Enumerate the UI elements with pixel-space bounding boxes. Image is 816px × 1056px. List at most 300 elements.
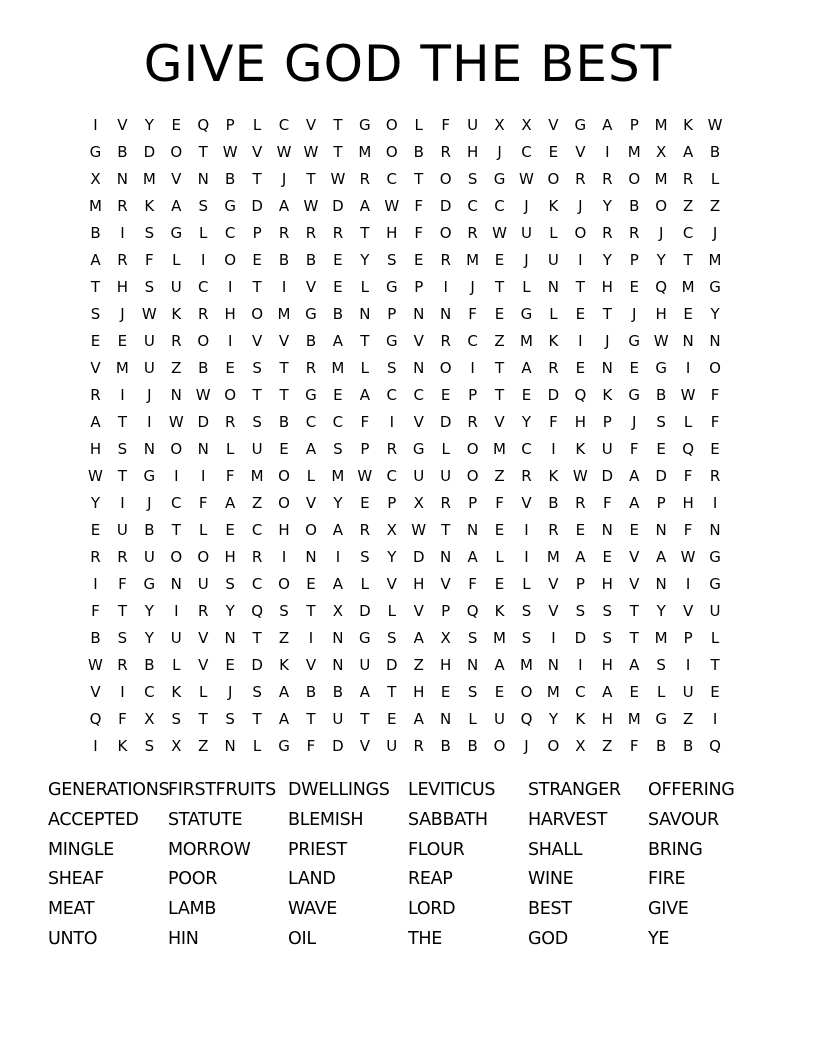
grid-letter: R <box>440 251 451 269</box>
grid-letter: V <box>305 278 317 296</box>
grid-letter: T <box>683 251 693 269</box>
grid-letter: T <box>279 359 289 377</box>
grid-letter: I <box>120 494 125 512</box>
grid-letter: L <box>495 548 504 566</box>
grid-letter: C <box>682 224 694 242</box>
grid-letter: K <box>575 440 586 458</box>
grid-letter: T <box>602 305 612 323</box>
grid-letter: V <box>440 575 451 593</box>
grid-letter: R <box>467 224 478 242</box>
grid-letter: B <box>548 494 559 512</box>
grid-letter: R <box>709 467 721 485</box>
grid-letter: A <box>656 548 667 566</box>
grid-letter: S <box>279 602 289 620</box>
grid-letter: Y <box>602 251 612 269</box>
grid-letter: O <box>251 305 263 323</box>
grid-letter: G <box>709 278 721 296</box>
grid-letter: X <box>413 494 424 512</box>
grid-letter: R <box>440 332 451 350</box>
grid-letter: S <box>387 359 397 377</box>
grid-letter: N <box>116 170 129 188</box>
grid-letter: I <box>93 575 98 593</box>
grid-letter: Q <box>520 710 533 728</box>
grid-letter: I <box>227 278 233 296</box>
grid-letter: G <box>628 332 641 350</box>
grid-letter: Q <box>89 710 102 728</box>
grid-letter: Y <box>90 494 101 512</box>
grid-letter: K <box>548 197 559 215</box>
grid-letter: T <box>575 278 585 296</box>
grid-letter: H <box>574 413 586 431</box>
grid-letter: S <box>225 710 235 728</box>
grid-letter: N <box>170 575 182 593</box>
grid-letter: I <box>120 683 125 701</box>
word-list-item: BEST <box>528 899 572 920</box>
grid-letter: E <box>710 440 720 458</box>
grid-letter: L <box>710 629 720 647</box>
grid-letter: W <box>303 143 319 161</box>
grid-letter: R <box>359 170 371 188</box>
grid-letter: N <box>440 710 452 728</box>
grid-letter: O <box>466 440 479 458</box>
grid-letter: G <box>493 170 506 188</box>
grid-letter: T <box>171 521 181 539</box>
grid-letter: D <box>439 197 452 215</box>
grid-letter: T <box>441 521 451 539</box>
grid-letter: R <box>359 521 371 539</box>
grid-letter: H <box>224 548 236 566</box>
grid-letter: O <box>385 143 398 161</box>
grid-letter: F <box>306 737 316 755</box>
grid-letter: P <box>387 305 397 323</box>
grid-letter: H <box>413 683 425 701</box>
grid-letter: R <box>575 494 586 512</box>
grid-letter: C <box>386 386 398 404</box>
grid-letter: C <box>332 413 344 431</box>
word-list-item: OIL <box>288 928 316 949</box>
grid-letter: V <box>629 575 640 593</box>
grid-letter: L <box>199 683 208 701</box>
grid-letter: E <box>656 440 666 458</box>
word-list-item: UNTO <box>48 928 98 949</box>
grid-letter: V <box>198 656 209 674</box>
grid-letter: N <box>332 629 344 647</box>
grid-letter: R <box>548 521 559 539</box>
grid-letter: M <box>250 467 264 485</box>
grid-letter: S <box>171 710 182 728</box>
grid-letter: T <box>360 224 370 242</box>
grid-letter: N <box>359 305 371 323</box>
grid-letter: H <box>601 575 613 593</box>
grid-letter: R <box>467 413 478 431</box>
word-list-item: GENERATIONS <box>48 780 170 800</box>
grid-letter: H <box>601 656 613 674</box>
grid-letter: B <box>90 224 101 242</box>
grid-letter: U <box>467 116 479 134</box>
grid-letter: Z <box>171 359 182 377</box>
grid-letter: T <box>629 602 639 620</box>
grid-letter: S <box>144 224 155 242</box>
grid-letter: T <box>494 386 505 404</box>
grid-letter: L <box>387 602 396 620</box>
grid-letter: W <box>653 332 669 350</box>
grid-letter: L <box>441 440 450 458</box>
grid-letter: I <box>201 467 206 485</box>
grid-letter: A <box>90 251 101 269</box>
grid-letter: D <box>251 197 263 215</box>
grid-letter: O <box>709 359 721 377</box>
grid-letter: U <box>413 467 425 485</box>
grid-letter: B <box>440 737 451 755</box>
grid-letter: O <box>278 494 290 512</box>
grid-letter: L <box>522 278 531 296</box>
grid-letter: A <box>332 575 344 593</box>
grid-letter: N <box>547 278 560 296</box>
grid-letter: B <box>709 143 721 161</box>
grid-letter: Y <box>333 494 343 512</box>
grid-letter: S <box>360 548 370 566</box>
grid-letter: I <box>93 116 98 134</box>
grid-letter: P <box>602 413 612 431</box>
grid-letter: T <box>117 467 127 485</box>
grid-letter: J <box>524 197 529 215</box>
grid-letter: B <box>467 737 478 755</box>
grid-letter: R <box>521 467 532 485</box>
grid-letter: O <box>385 116 398 134</box>
grid-letter: I <box>551 440 556 458</box>
grid-letter: N <box>601 521 613 539</box>
grid-letter: N <box>440 305 452 323</box>
grid-letter: T <box>333 143 343 161</box>
grid-letter: T <box>629 629 639 647</box>
grid-letter: Y <box>548 710 558 728</box>
grid-letter: E <box>333 251 343 269</box>
grid-letter: G <box>89 143 102 161</box>
grid-letter: C <box>494 197 505 215</box>
grid-letter: G <box>574 116 587 134</box>
grid-letter: B <box>305 683 317 701</box>
grid-letter: F <box>495 494 504 512</box>
grid-letter: H <box>386 224 398 242</box>
grid-letter: W <box>276 143 292 161</box>
grid-letter: F <box>468 575 477 593</box>
grid-letter: G <box>305 305 317 323</box>
grid-letter: G <box>412 440 425 458</box>
grid-letter: H <box>413 575 425 593</box>
grid-letter: F <box>118 575 127 593</box>
grid-letter: U <box>332 710 344 728</box>
grid-letter: E <box>575 305 586 323</box>
grid-letter: Q <box>709 737 721 755</box>
grid-letter: P <box>575 575 585 593</box>
grid-letter: E <box>171 116 182 134</box>
grid-letter: W <box>519 170 534 188</box>
grid-letter: V <box>575 143 586 161</box>
grid-letter: T <box>414 170 424 188</box>
word-list-item: STRANGER <box>528 780 621 800</box>
grid-letter: U <box>170 629 182 647</box>
grid-letter: V <box>548 575 559 593</box>
grid-letter: M <box>654 170 668 188</box>
grid-letter: E <box>494 575 505 593</box>
grid-letter: T <box>306 602 316 620</box>
grid-letter: W <box>330 170 346 188</box>
grid-letter: V <box>682 602 694 620</box>
grid-letter: O <box>305 521 317 539</box>
grid-letter: P <box>252 224 262 242</box>
grid-letter: A <box>278 683 290 701</box>
grid-letter: F <box>414 197 424 215</box>
grid-letter: A <box>682 143 694 161</box>
grid-letter: Z <box>494 332 505 350</box>
grid-letter: Q <box>251 602 263 620</box>
grid-letter: N <box>413 305 425 323</box>
grid-letter: F <box>414 224 424 242</box>
grid-letter: N <box>197 170 209 188</box>
grid-letter: M <box>519 656 533 674</box>
grid-letter: R <box>305 359 317 377</box>
grid-letter: T <box>494 359 505 377</box>
grid-letter: H <box>224 305 236 323</box>
grid-letter: Q <box>197 116 210 134</box>
grid-letter: A <box>332 332 344 350</box>
grid-letter: L <box>468 710 477 728</box>
grid-letter: L <box>360 278 370 296</box>
grid-letter: G <box>359 116 371 134</box>
grid-letter: V <box>305 656 317 674</box>
grid-letter: U <box>359 656 371 674</box>
grid-letter: R <box>117 251 128 269</box>
grid-letter: T <box>198 143 208 161</box>
grid-letter: N <box>601 359 613 377</box>
word-list-item: REAP <box>408 869 453 890</box>
grid-letter: T <box>117 602 127 620</box>
grid-letter: H <box>116 278 129 296</box>
grid-letter: I <box>712 494 718 512</box>
grid-letter: O <box>547 737 560 755</box>
grid-letter: G <box>655 710 667 728</box>
grid-letter: L <box>656 683 666 701</box>
word-list-item: OFFERING <box>648 780 735 800</box>
grid-letter: A <box>90 413 101 431</box>
grid-letter: Z <box>278 629 290 647</box>
grid-letter: V <box>305 116 317 134</box>
grid-letter: X <box>386 521 397 539</box>
grid-letter: C <box>521 143 532 161</box>
grid-letter: B <box>413 143 424 161</box>
grid-letter: I <box>578 656 583 674</box>
word-list-item: LEVITICUS <box>408 780 496 800</box>
grid-letter: N <box>466 656 479 674</box>
grid-letter: C <box>224 224 236 242</box>
grid-letter: M <box>519 332 533 350</box>
grid-letter: Y <box>656 251 666 269</box>
grid-letter: O <box>278 467 290 485</box>
grid-letter: B <box>90 629 101 647</box>
grid-letter: J <box>147 386 152 404</box>
grid-letter: M <box>88 197 102 215</box>
grid-letter: C <box>305 413 317 431</box>
grid-letter: P <box>441 602 451 620</box>
grid-letter: F <box>441 116 450 134</box>
grid-letter: N <box>655 521 667 539</box>
grid-letter: F <box>145 251 154 269</box>
grid-letter: S <box>467 629 478 647</box>
grid-letter: M <box>493 629 506 647</box>
grid-letter: R <box>171 332 182 350</box>
grid-letter: Y <box>387 548 397 566</box>
grid-letter: A <box>225 494 236 512</box>
grid-letter: X <box>144 710 155 728</box>
grid-letter: W <box>141 305 157 323</box>
grid-letter: P <box>387 494 397 512</box>
grid-letter: B <box>278 413 290 431</box>
grid-letter: S <box>387 251 397 269</box>
grid-letter: S <box>198 197 208 215</box>
grid-letter: D <box>655 467 667 485</box>
word-list-item: SHEAF <box>48 869 104 890</box>
grid-letter: F <box>710 386 720 404</box>
grid-letter: J <box>632 413 637 431</box>
grid-letter: E <box>629 683 639 701</box>
grid-letter: T <box>252 170 262 188</box>
grid-letter: J <box>227 683 233 701</box>
grid-letter: F <box>629 737 639 755</box>
grid-letter: L <box>360 575 370 593</box>
grid-letter: I <box>685 575 691 593</box>
grid-letter: V <box>251 332 263 350</box>
grid-letter: O <box>224 251 237 269</box>
grid-letter: X <box>494 116 505 134</box>
grid-letter: G <box>143 575 156 593</box>
grid-letter: I <box>524 548 529 566</box>
letter-grid <box>82 112 729 760</box>
grid-letter: G <box>305 386 317 404</box>
grid-letter: N <box>197 440 209 458</box>
grid-letter: H <box>655 305 667 323</box>
grid-letter: G <box>359 629 371 647</box>
grid-letter: K <box>494 602 505 620</box>
grid-letter: I <box>281 278 287 296</box>
word-list-item: FIRSTFRUITS <box>168 780 276 800</box>
grid-letter: Y <box>656 602 666 620</box>
word-list-item: MEAT <box>48 899 95 920</box>
grid-letter: P <box>360 440 370 458</box>
grid-letter: L <box>199 224 208 242</box>
grid-letter: O <box>170 440 183 458</box>
grid-letter: L <box>710 170 720 188</box>
grid-letter: O <box>655 197 668 215</box>
grid-letter: W <box>384 197 400 215</box>
grid-letter: X <box>440 629 451 647</box>
grid-letter: S <box>521 602 532 620</box>
word-list-item: MORROW <box>168 839 251 860</box>
grid-letter: C <box>413 386 424 404</box>
grid-letter: R <box>602 170 613 188</box>
word-list-item: FIRE <box>648 869 686 890</box>
grid-letter: U <box>601 440 613 458</box>
grid-letter: K <box>171 683 182 701</box>
grid-letter: D <box>601 467 614 485</box>
grid-letter: B <box>225 170 236 188</box>
grid-letter: L <box>683 413 693 431</box>
grid-letter: P <box>468 386 478 404</box>
grid-letter: R <box>629 224 640 242</box>
grid-letter: O <box>547 170 560 188</box>
grid-letter: V <box>90 683 101 701</box>
grid-letter: S <box>252 359 262 377</box>
grid-letter: A <box>305 440 317 458</box>
grid-letter: A <box>171 197 182 215</box>
grid-letter: A <box>629 467 640 485</box>
grid-letter: V <box>413 332 424 350</box>
grid-letter: L <box>522 575 531 593</box>
grid-letter: E <box>548 143 559 161</box>
grid-letter: G <box>709 575 721 593</box>
grid-letter: O <box>439 224 452 242</box>
grid-letter: E <box>494 251 505 269</box>
grid-letter: I <box>443 278 448 296</box>
grid-letter: T <box>117 413 127 431</box>
grid-letter: S <box>467 170 478 188</box>
grid-letter: K <box>575 710 586 728</box>
grid-letter: M <box>546 683 560 701</box>
grid-letter: A <box>278 197 290 215</box>
grid-letter: C <box>251 575 263 593</box>
grid-letter: Q <box>574 386 587 404</box>
grid-letter: L <box>252 737 262 755</box>
word-list-item: YE <box>648 928 670 949</box>
grid-letter: R <box>278 224 290 242</box>
grid-letter: V <box>305 494 317 512</box>
grid-letter: M <box>358 143 372 161</box>
word-list-item: FLOUR <box>408 839 465 860</box>
grid-letter: W <box>572 467 588 485</box>
grid-letter: I <box>120 386 125 404</box>
grid-letter: E <box>494 683 505 701</box>
grid-letter: J <box>524 737 529 755</box>
grid-letter: N <box>305 548 317 566</box>
grid-letter: R <box>386 440 397 458</box>
word-list-item: LAMB <box>168 899 217 920</box>
grid-letter: D <box>412 548 425 566</box>
grid-letter: Q <box>655 278 668 296</box>
grid-letter: W <box>357 467 373 485</box>
grid-letter: O <box>574 224 587 242</box>
grid-letter: P <box>468 494 478 512</box>
grid-letter: D <box>143 143 156 161</box>
grid-letter: U <box>547 251 559 269</box>
grid-letter: S <box>602 602 613 620</box>
word-list-item: BLEMISH <box>288 809 364 830</box>
grid-letter: H <box>278 521 290 539</box>
grid-letter: J <box>658 224 664 242</box>
grid-letter: A <box>521 359 532 377</box>
grid-letter: D <box>332 737 344 755</box>
grid-letter: R <box>198 305 209 323</box>
grid-letter: X <box>575 737 586 755</box>
grid-letter: Z <box>709 197 721 215</box>
grid-letter: S <box>144 278 155 296</box>
grid-letter: R <box>198 602 209 620</box>
grid-letter: K <box>548 467 559 485</box>
grid-letter: Y <box>225 602 235 620</box>
grid-letter: N <box>709 521 721 539</box>
grid-letter: H <box>601 710 613 728</box>
grid-letter: T <box>252 710 262 728</box>
grid-letter: B <box>117 143 128 161</box>
grid-letter: V <box>171 170 182 188</box>
